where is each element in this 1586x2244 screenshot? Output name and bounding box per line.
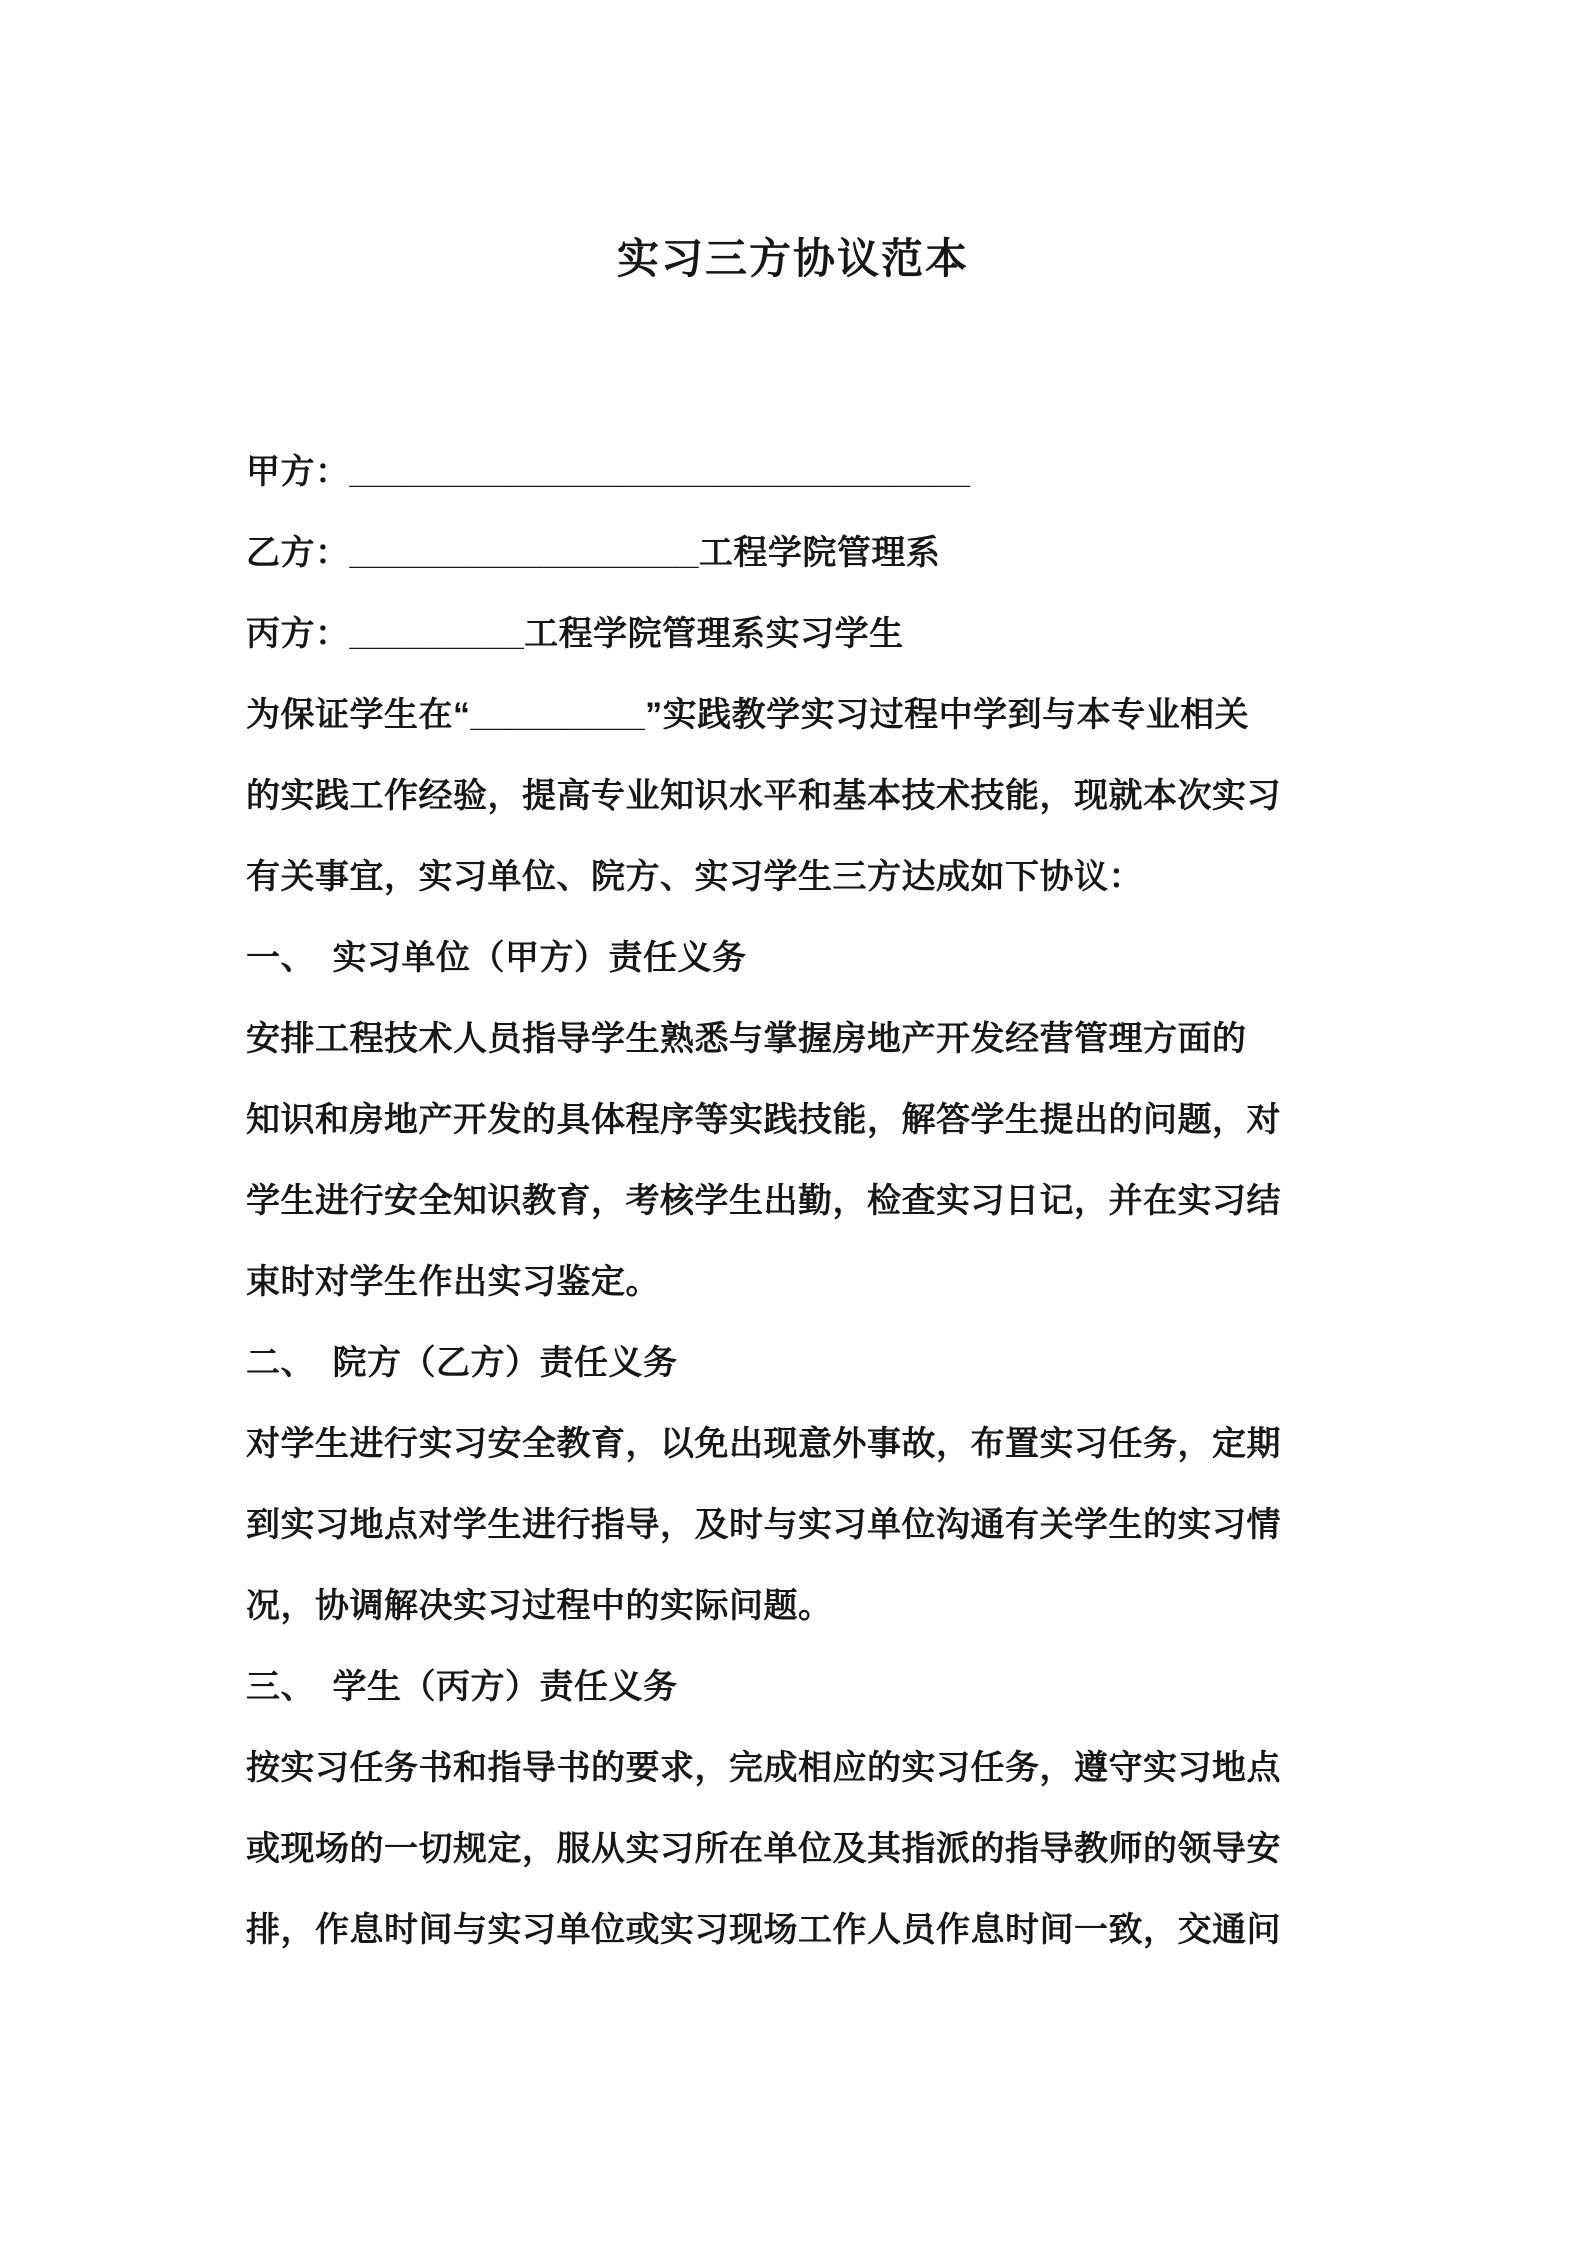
- section-3-heading: 三、 学生（丙方）责任义务: [246, 1668, 678, 1706]
- party-b-line: 乙方：__________________工程学院管理系: [246, 534, 941, 572]
- section-1-line-3: 学生进行安全知识教育，考核学生出勤，检查实习日记，并在实习结: [246, 1182, 1281, 1220]
- section-1-line-1: 安排工程技术人员指导学生熟悉与掌握房地产开发经营管理方面的: [246, 1020, 1247, 1058]
- section-1-line-2: 知识和房地产开发的具体程序等实践技能，解答学生提出的问题，对: [246, 1101, 1281, 1139]
- preamble-line-3: 有关事宜，实习单位、院方、实习学生三方达成如下协议：: [246, 858, 1143, 896]
- section-2-line-2: 到实习地点对学生进行指导，及时与实习单位沟通有关学生的实习情: [246, 1506, 1281, 1544]
- preamble-line-1: 为保证学生在“_________”实践教学实习过程中学到与本专业相关: [246, 696, 1250, 734]
- section-2-heading: 二、 院方（乙方）责任义务: [246, 1344, 678, 1382]
- party-c-line: 丙方：_________工程学院管理系实习学生: [246, 615, 904, 653]
- section-2-line-1: 对学生进行实习安全教育，以免出现意外事故，布置实习任务，定期: [246, 1425, 1281, 1463]
- document-body: [246, 432, 1378, 1971]
- preamble-line-2: 的实践工作经验，提高专业知识水平和基本技术技能，现就本次实习: [246, 777, 1281, 815]
- section-3-line-2: 或现场的一切规定，服从实习所在单位及其指派的指导教师的领导安: [246, 1830, 1281, 1868]
- document-title: 实习三方协议范本: [616, 235, 969, 282]
- party-a-line: 甲方：________________________________: [246, 453, 971, 491]
- section-1-heading: 一、 实习单位（甲方）责任义务: [246, 939, 747, 977]
- section-2-line-3: 况，协调解决实习过程中的实际问题。: [246, 1587, 833, 1625]
- section-1-line-4: 束时对学生作出实习鉴定。: [246, 1263, 660, 1301]
- section-3-line-3: 排，作息时间与实习单位或实习现场工作人员作息时间一致，交通问: [246, 1911, 1281, 1949]
- section-3-line-1: 按实习任务书和指导书的要求，完成相应的实习任务，遵守实习地点: [246, 1749, 1281, 1787]
